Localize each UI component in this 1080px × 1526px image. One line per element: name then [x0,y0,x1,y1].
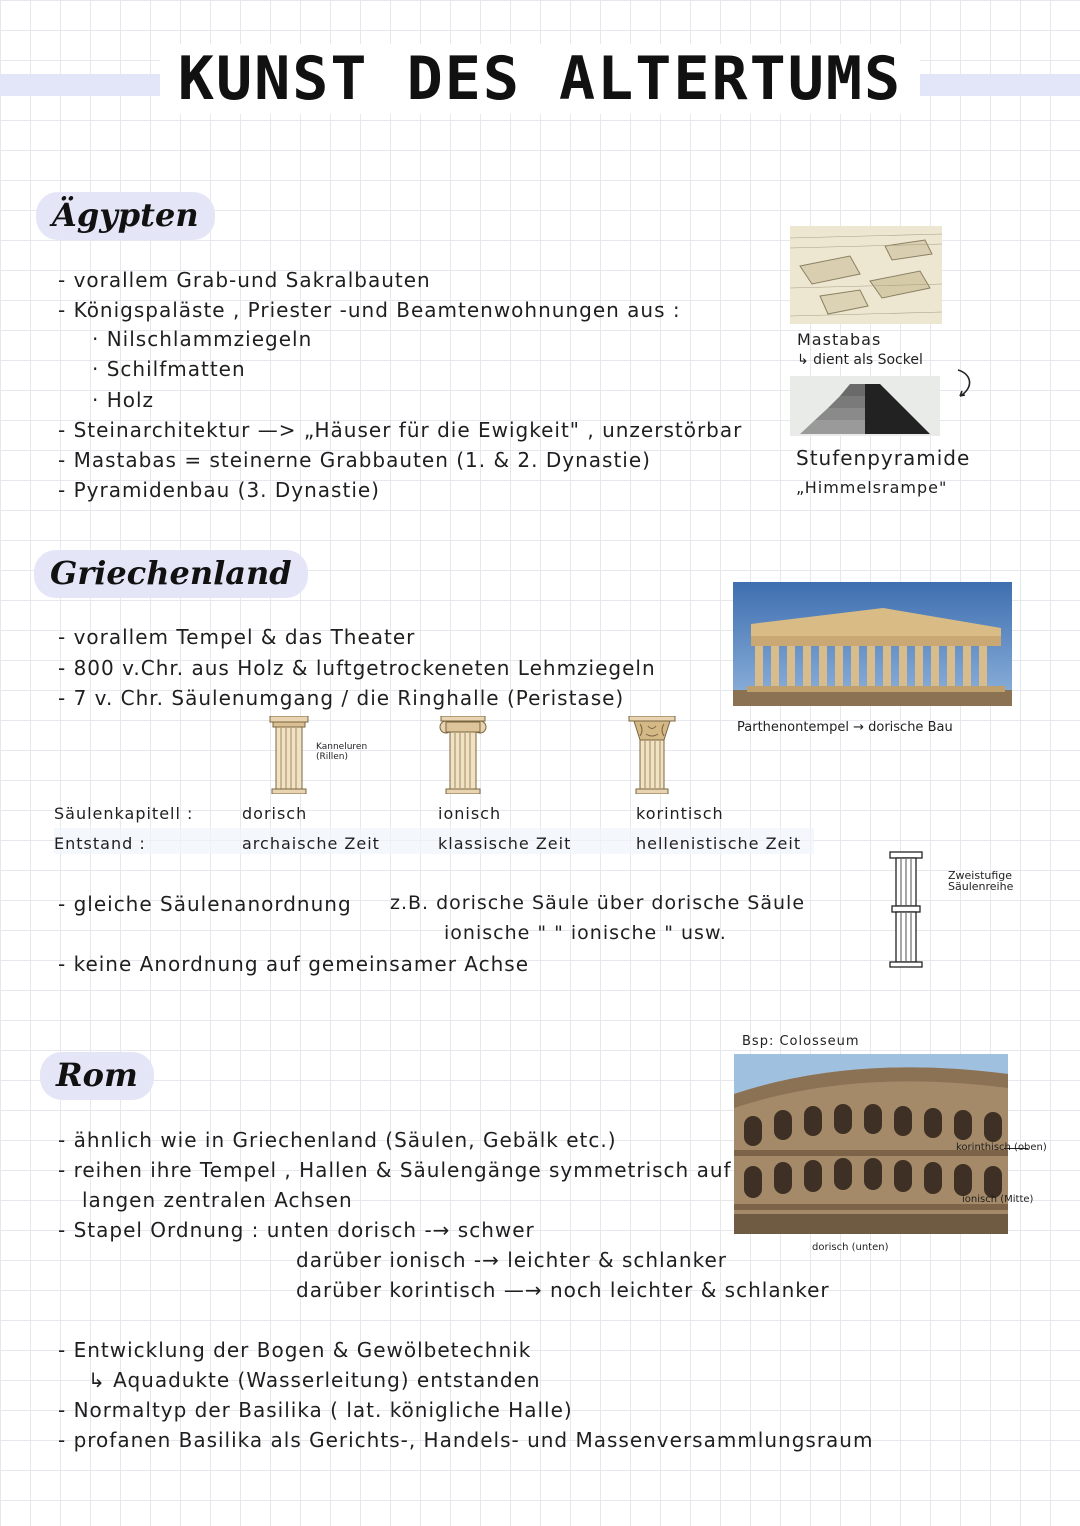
doric-column-image [268,716,310,794]
text-line: - Normaltyp der Basilika ( lat. königliche Halle) [58,1398,573,1422]
corinthian-column-image [626,716,678,794]
image-caption-colosseum: Bsp: Colosseum [742,1034,860,1049]
order-name: dorisch [242,804,308,823]
table-row-label-kapitell: Säulenkapitell : [54,804,194,823]
section-heading-rom: Rom [40,1052,154,1100]
kanneluren-label: Kanneluren (Rillen) [316,742,368,762]
text-line: - vorallem Tempel & das Theater [58,625,416,649]
order-era: archaische Zeit [242,834,380,853]
image-caption-parthenon: Parthenontempel → dorische Bau [737,720,953,735]
curved-arrow-icon [952,366,976,406]
list-item: · Holz [92,388,155,412]
text-line: - 7 v. Chr. Säulenumgang / die Ringhalle (Peristase) [58,686,625,710]
text-line: ↳ Aquadukte (Wasserleitung) entstanden [88,1368,541,1392]
image-label-mastabas: Mastabas [797,330,882,349]
image-sublabel: ↳ dient als Sockel [797,352,923,368]
text-line: - Pyramidenbau (3. Dynastie) [58,478,380,502]
text-line: darüber korintisch —→ noch leichter & schlanker [296,1278,830,1302]
text-line: darüber ionisch -→ leichter & schlanker [296,1248,727,1272]
list-item: · Schilfmatten [92,357,246,381]
text-line: ionische " " ionische " usw. [444,922,727,944]
text-line: - Steinarchitektur —> „Häuser für die Ewigkeit" , unzerstörbar [58,418,743,442]
text-line: - 800 v.Chr. aus Holz & luftgetrockeneten Lehmziegeln [58,656,656,680]
two-tier-label: Zweistufige Säulenreihe [948,869,1014,893]
annotation-ionisch: ionisch (Mitte) [962,1194,1034,1205]
list-item: · Nilschlammziegeln [92,327,313,351]
section-heading-griechenland: Griechenland [34,550,308,598]
text-line: - Entwicklung der Bogen & Gewölbetechnik [58,1338,532,1362]
text-line: - gleiche Säulenanordnung [58,892,352,916]
text-line: - Königspaläste , Priester -und Beamtenwohnungen aus : [58,298,681,322]
order-name: korintisch [636,804,724,823]
image-sublabel: „Himmelsrampe" [796,478,948,497]
text-line: - reihen ihre Tempel , Hallen & Säulengänge symmetrisch auf [58,1158,732,1182]
text-line: - Mastabas = steinerne Grabbauten (1. & 2. Dynastie) [58,448,651,472]
section-heading-aegypten: Ägypten [36,192,215,240]
annotation-korinthisch: korinthisch (oben) [956,1142,1047,1153]
text-line: langen zentralen Achsen [82,1188,353,1212]
annotation-dorisch: dorisch (unten) [812,1242,889,1253]
mastabas-image [790,226,942,324]
text-line: - Stapel Ordnung : unten dorisch -→ schwer [58,1218,535,1242]
text-line: - ähnlich wie in Griechenland (Säulen, Gebälk etc.) [58,1128,617,1152]
table-row-label-entstand: Entstand : [54,834,146,853]
order-era: hellenistische Zeit [636,834,802,853]
order-name: ionisch [438,804,502,823]
page-title: KUNST DES ALTERTUMS [0,44,1080,114]
stufenpyramide-image [790,376,940,436]
two-tier-column-icon [886,850,926,972]
text-line: - keine Anordnung auf gemeinsamer Achse [58,952,530,976]
parthenon-image [733,582,1012,706]
text-line: z.B. dorische Säule über dorische Säule [390,892,806,914]
order-era: klassische Zeit [438,834,572,853]
text-line: - vorallem Grab-und Sakralbauten [58,268,431,292]
ionic-column-image [438,716,488,794]
text-line: - profanen Basilika als Gerichts-, Handels- und Massenversammlungsraum [58,1428,874,1452]
image-label-stufenpyramide: Stufenpyramide [796,446,971,470]
